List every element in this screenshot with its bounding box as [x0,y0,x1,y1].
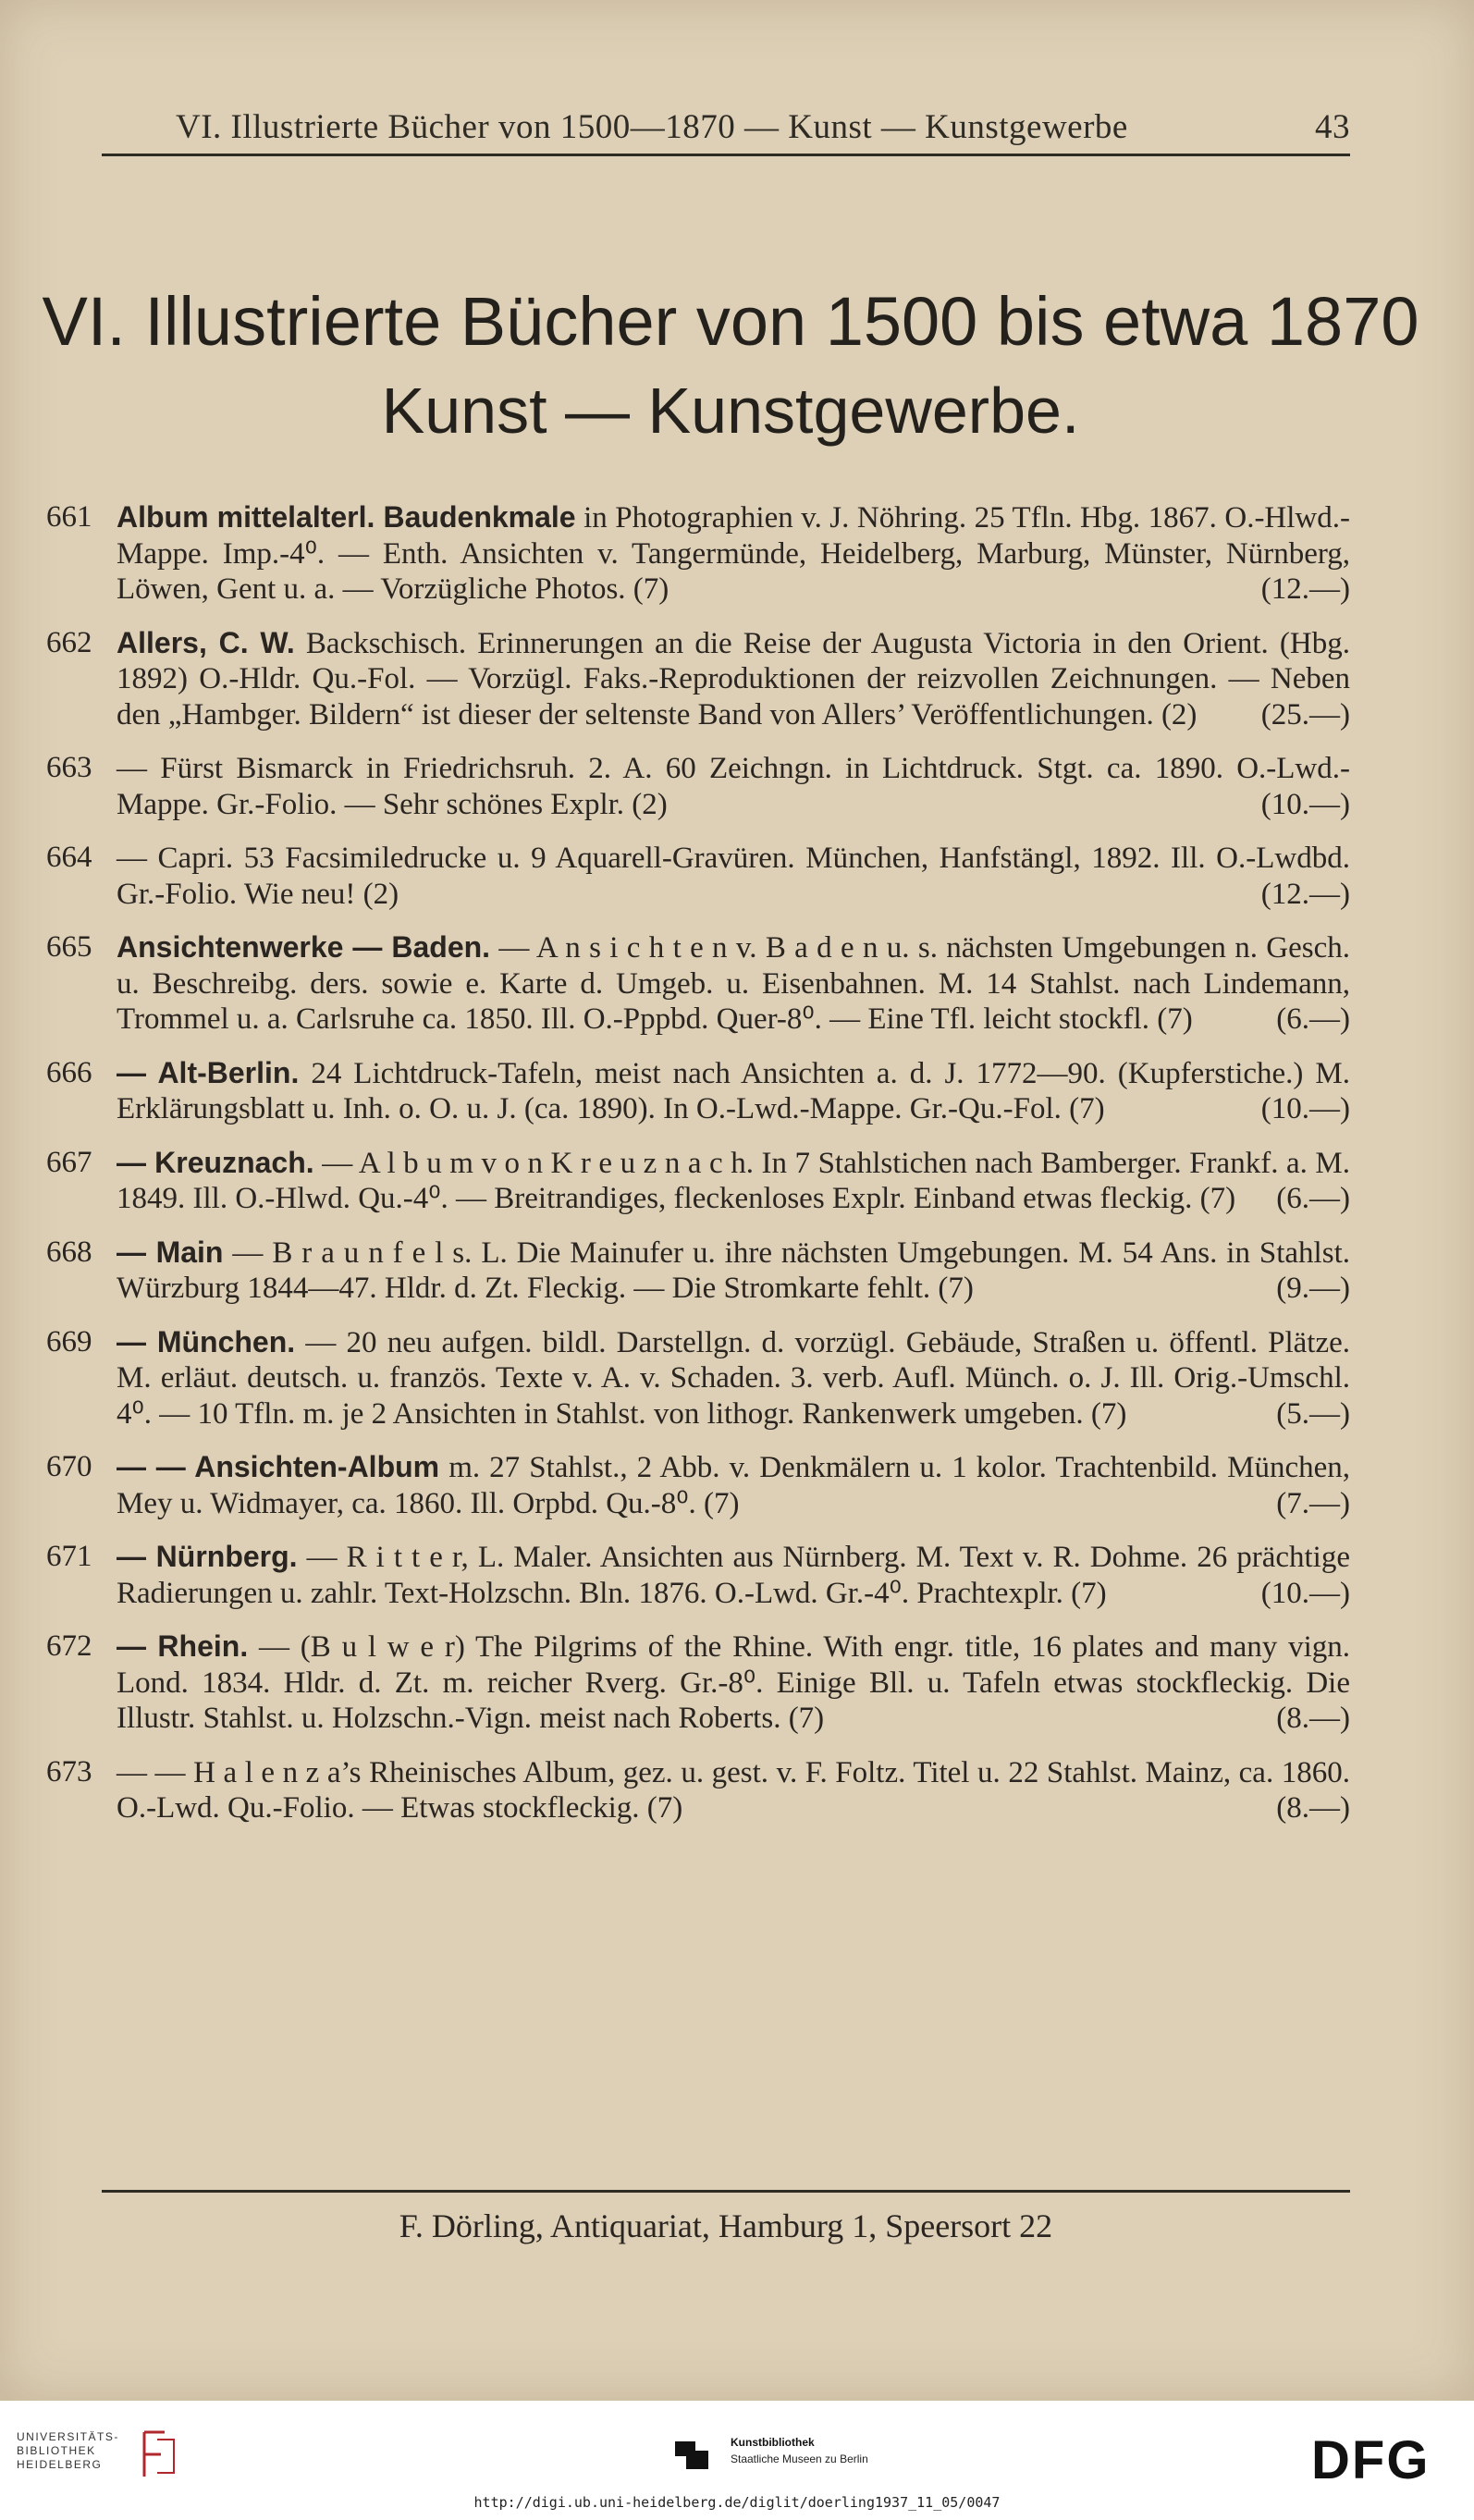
page-number: 43 [1315,108,1350,146]
entry-number: 667 [46,1145,92,1179]
entry-text: — A l b u m v o n K r e u z n a c h. In 7 Stahlstichen nach Bamberger. Frankf. a. M. 1849. Ill. O.-Hlwd. Qu.-4⁰. — Breitrandiges, fleckenloses Explr. Einband etwas fleckig. (7) [117,1146,1351,1215]
dfg-logo[interactable] [1311,2430,1450,2486]
entry-price: (8.—) [1276,1702,1350,1735]
catalog-entry [46,1539,1350,1611]
entry-number: 669 [46,1324,92,1358]
entry-number: 662 [46,625,92,659]
entry-number: 670 [46,1450,92,1483]
entry-text: — Capri. 53 Facsimiledrucke u. 9 Aquarell-Gravüren. München, Hanfstängl, 1892. Ill. O.-Lwdbd. Gr.-Folio. Wie neu! (2) [117,842,1350,911]
catalog-entries [46,499,1350,1844]
catalog-entry [46,1324,1350,1432]
catalog-entry [46,1145,1350,1217]
entry-price: (10.—) [1260,1092,1350,1125]
running-head-title: VI. Illustrierte Bücher von 1500—1870 — Kunst — Kunstgewerbe [176,108,1128,146]
header-rule [102,154,1350,156]
section-subtitle: Kunst — Kunstgewerbe. [381,375,1080,447]
entry-price: (9.—) [1276,1272,1350,1305]
kunstbibliothek-logo[interactable] [673,2432,951,2488]
kunstbibliothek-mark-icon [673,2438,710,2471]
entry-text: in Photographien v. J. Nöhring. 25 Tfln. Hbg. 1867. O.-Hlwd.-Mappe. Imp.-4⁰. — Enth. Ansichten v. Tangermünde, Heidelberg, Marburg, Münster, Nürnberg, Löwen, Gent u. a. — Vorzügliche Photos. (7) [117,501,1351,606]
publisher-footer: F. Dörling, Antiquariat, Hamburg 1, Speersort 22 [399,2207,1053,2244]
entry-lead: — Nürnberg. [117,1540,298,1573]
dfg-logo-text: DFG [1311,2430,1431,2486]
entry-number: 665 [46,930,92,964]
kunstbibliothek-name: Kunstbibliothek [731,2436,815,2449]
entry-lead: Allers, C. W. [117,625,295,659]
university-seal-icon [137,2427,183,2482]
catalog-entry [46,1055,1350,1127]
entry-price: (10.—) [1260,787,1350,821]
entry-text: — 20 neu aufgen. bildl. Darstellgn. d. vorzügl. Gebäude, Straßen u. öffentl. Plätze. M. erläut. deutsch. u. französ. Texte v. A. v. Schaden. 3. verb. Aufl. Münch. o. J. Ill. Orig.-Umschl. 4⁰. — 10 Tfln. m. je 2 Ansichten in Stahlst. von lithogr. Rankenwerk umgeben. (7) [117,1325,1351,1431]
entry-lead: — — Ansichten-Album [117,1450,440,1483]
entry-number: 666 [46,1055,92,1089]
entry-price: (6.—) [1276,1182,1350,1215]
entry-lead: Ansichtenwerke — Baden. [117,930,491,964]
entry-text: — (B u l w e r) The Pilgrims of the Rhine. With engr. title, 16 plates and many vign. Lond. 1834. Hldr. d. Zt. m. reicher Rverg. Gr.-8⁰. Einige Bll. u. Tafeln etwas stockfleckig. Die Illustr. Stahlst. u. Holzschn.-Vign. meist nach Roberts. (7) [117,1630,1351,1735]
running-head [102,102,1350,154]
entry-price: (5.—) [1276,1396,1350,1431]
entry-lead: — Alt-Berlin. [117,1055,300,1089]
entry-number: 661 [46,500,92,534]
entry-text: — — H a l e n z a’s Rheinisches Album, gez. u. gest. v. F. Foltz. Titel u. 22 Stahlst. Mainz, ca. 1860. O.-Lwd. Qu.-Folio. — Etwas stockfleckig. (7) [117,1755,1350,1825]
entry-number: 673 [46,1754,92,1789]
section-heading [37,277,1424,455]
entry-text: — R i t t e r, L. Maler. Ansichten aus Nürnberg. M. Text v. R. Dohme. 26 prächtige Radierungen u. zahlr. Text-Holzschn. Bln. 1876. O.-Lwd. Gr.-4⁰. Prachtexplr. (7) [117,1541,1351,1610]
entry-text: — Fürst Bismarck in Friedrichsruh. 2. A. 60 Zeichngn. in Lichtdruck. Stgt. ca. 1890. O.-Lwd.-Mappe. Gr.-Folio. — Sehr schönes Explr. (2) [117,752,1350,821]
catalog-entry [46,499,1350,608]
catalog-entry [46,1754,1350,1826]
entry-lead: — Kreuznach. [117,1145,314,1179]
footer-rule [102,2190,1350,2193]
entry-price: (8.—) [1276,1791,1350,1825]
section-title: VI. Illustrierte Bücher von 1500 bis etwa 1870 [42,283,1419,360]
entry-price: (12.—) [1260,572,1350,606]
catalog-entry [46,1235,1350,1307]
catalog-entry [46,625,1350,733]
entry-lead: — München. [117,1324,296,1358]
university-library-logo[interactable] [17,2427,257,2491]
entry-text: m. 27 Stahlst., 2 Abb. v. Denkmälern u. 1 kolor. Trachtenbild. München, Mey u. Widmayer, ca. 1860. Ill. Orpbd. Qu.-8⁰. (7) [117,1451,1350,1520]
catalog-entry [46,929,1350,1038]
catalog-entry [46,1449,1350,1521]
entry-lead: Album mittelalterl. Baudenkmale [117,500,576,534]
entry-text: — B r a u n f e l s. L. Die Mainufer u. ihre nächsten Umgebungen. M. 54 Ans. in Stahlst. Würzburg 1844—47. Hldr. d. Zt. Fleckig. — Die Stromkarte fehlt. (7) [117,1235,1350,1305]
entry-price: (6.—) [1276,1002,1350,1036]
kunstbibliothek-subtitle: Staatliche Museen zu Berlin [731,2452,868,2465]
entry-number: 664 [46,841,92,874]
entry-text: — A n s i c h t e n v. B a d e n u. s. nächsten Umgebungen n. Gesch. u. Beschreibg. ders. sowie e. Karte d. Umgeb. u. Eisenbahnen. M. 14 Stahlst. nach Lindemann, Trommel u. a. Carlsruhe ca. 1850. Ill. O.-Pppbd. Quer-8⁰. — Eine Tfl. leicht stockfl. (7) [117,931,1350,1036]
entry-lead: — Rhein. [117,1629,249,1663]
entry-text: Backschisch. Erinnerungen an die Reise der Augusta Victoria in den Orient. (Hbg. 1892) O.-Hldr. Qu.-Fol. — Vorzügl. Faks.-Reproduktionen der reizvollen Zeichnungen. — Neben den „Hambger. Bildern“ ist dieser der seltenste Band von Allers’ Veröffentlichungen. (2) [117,626,1350,731]
catalog-entry [46,750,1350,822]
catalog-entry [46,840,1350,912]
entry-price: (25.—) [1260,697,1350,731]
entry-number: 671 [46,1540,92,1573]
entry-text: 24 Lichtdruck-Tafeln, meist nach Ansichten a. d. J. 1772—90. (Kupferstiche.) M. Erklärungsblatt u. Inh. o. O. u. J. (ca. 1890). In O.-Lwd.-Mappe. Gr.-Qu.-Fol. (7) [117,1056,1350,1125]
entry-number: 672 [46,1629,92,1663]
entry-lead: — Main [117,1235,224,1269]
entry-number: 668 [46,1235,92,1269]
source-url[interactable]: http://digi.ub.uni-heidelberg.de/diglit/doerling1937_11_05/0047 [473,2494,1001,2511]
entry-price: (7.—) [1276,1486,1350,1520]
university-library-name: UNIVERSITÄTS- BIBLIOTHEK HEIDELBERG [17,2430,119,2471]
entry-price: (10.—) [1260,1576,1350,1610]
catalog-entry [46,1629,1350,1737]
entry-price: (12.—) [1260,877,1350,911]
entry-number: 663 [46,751,92,784]
